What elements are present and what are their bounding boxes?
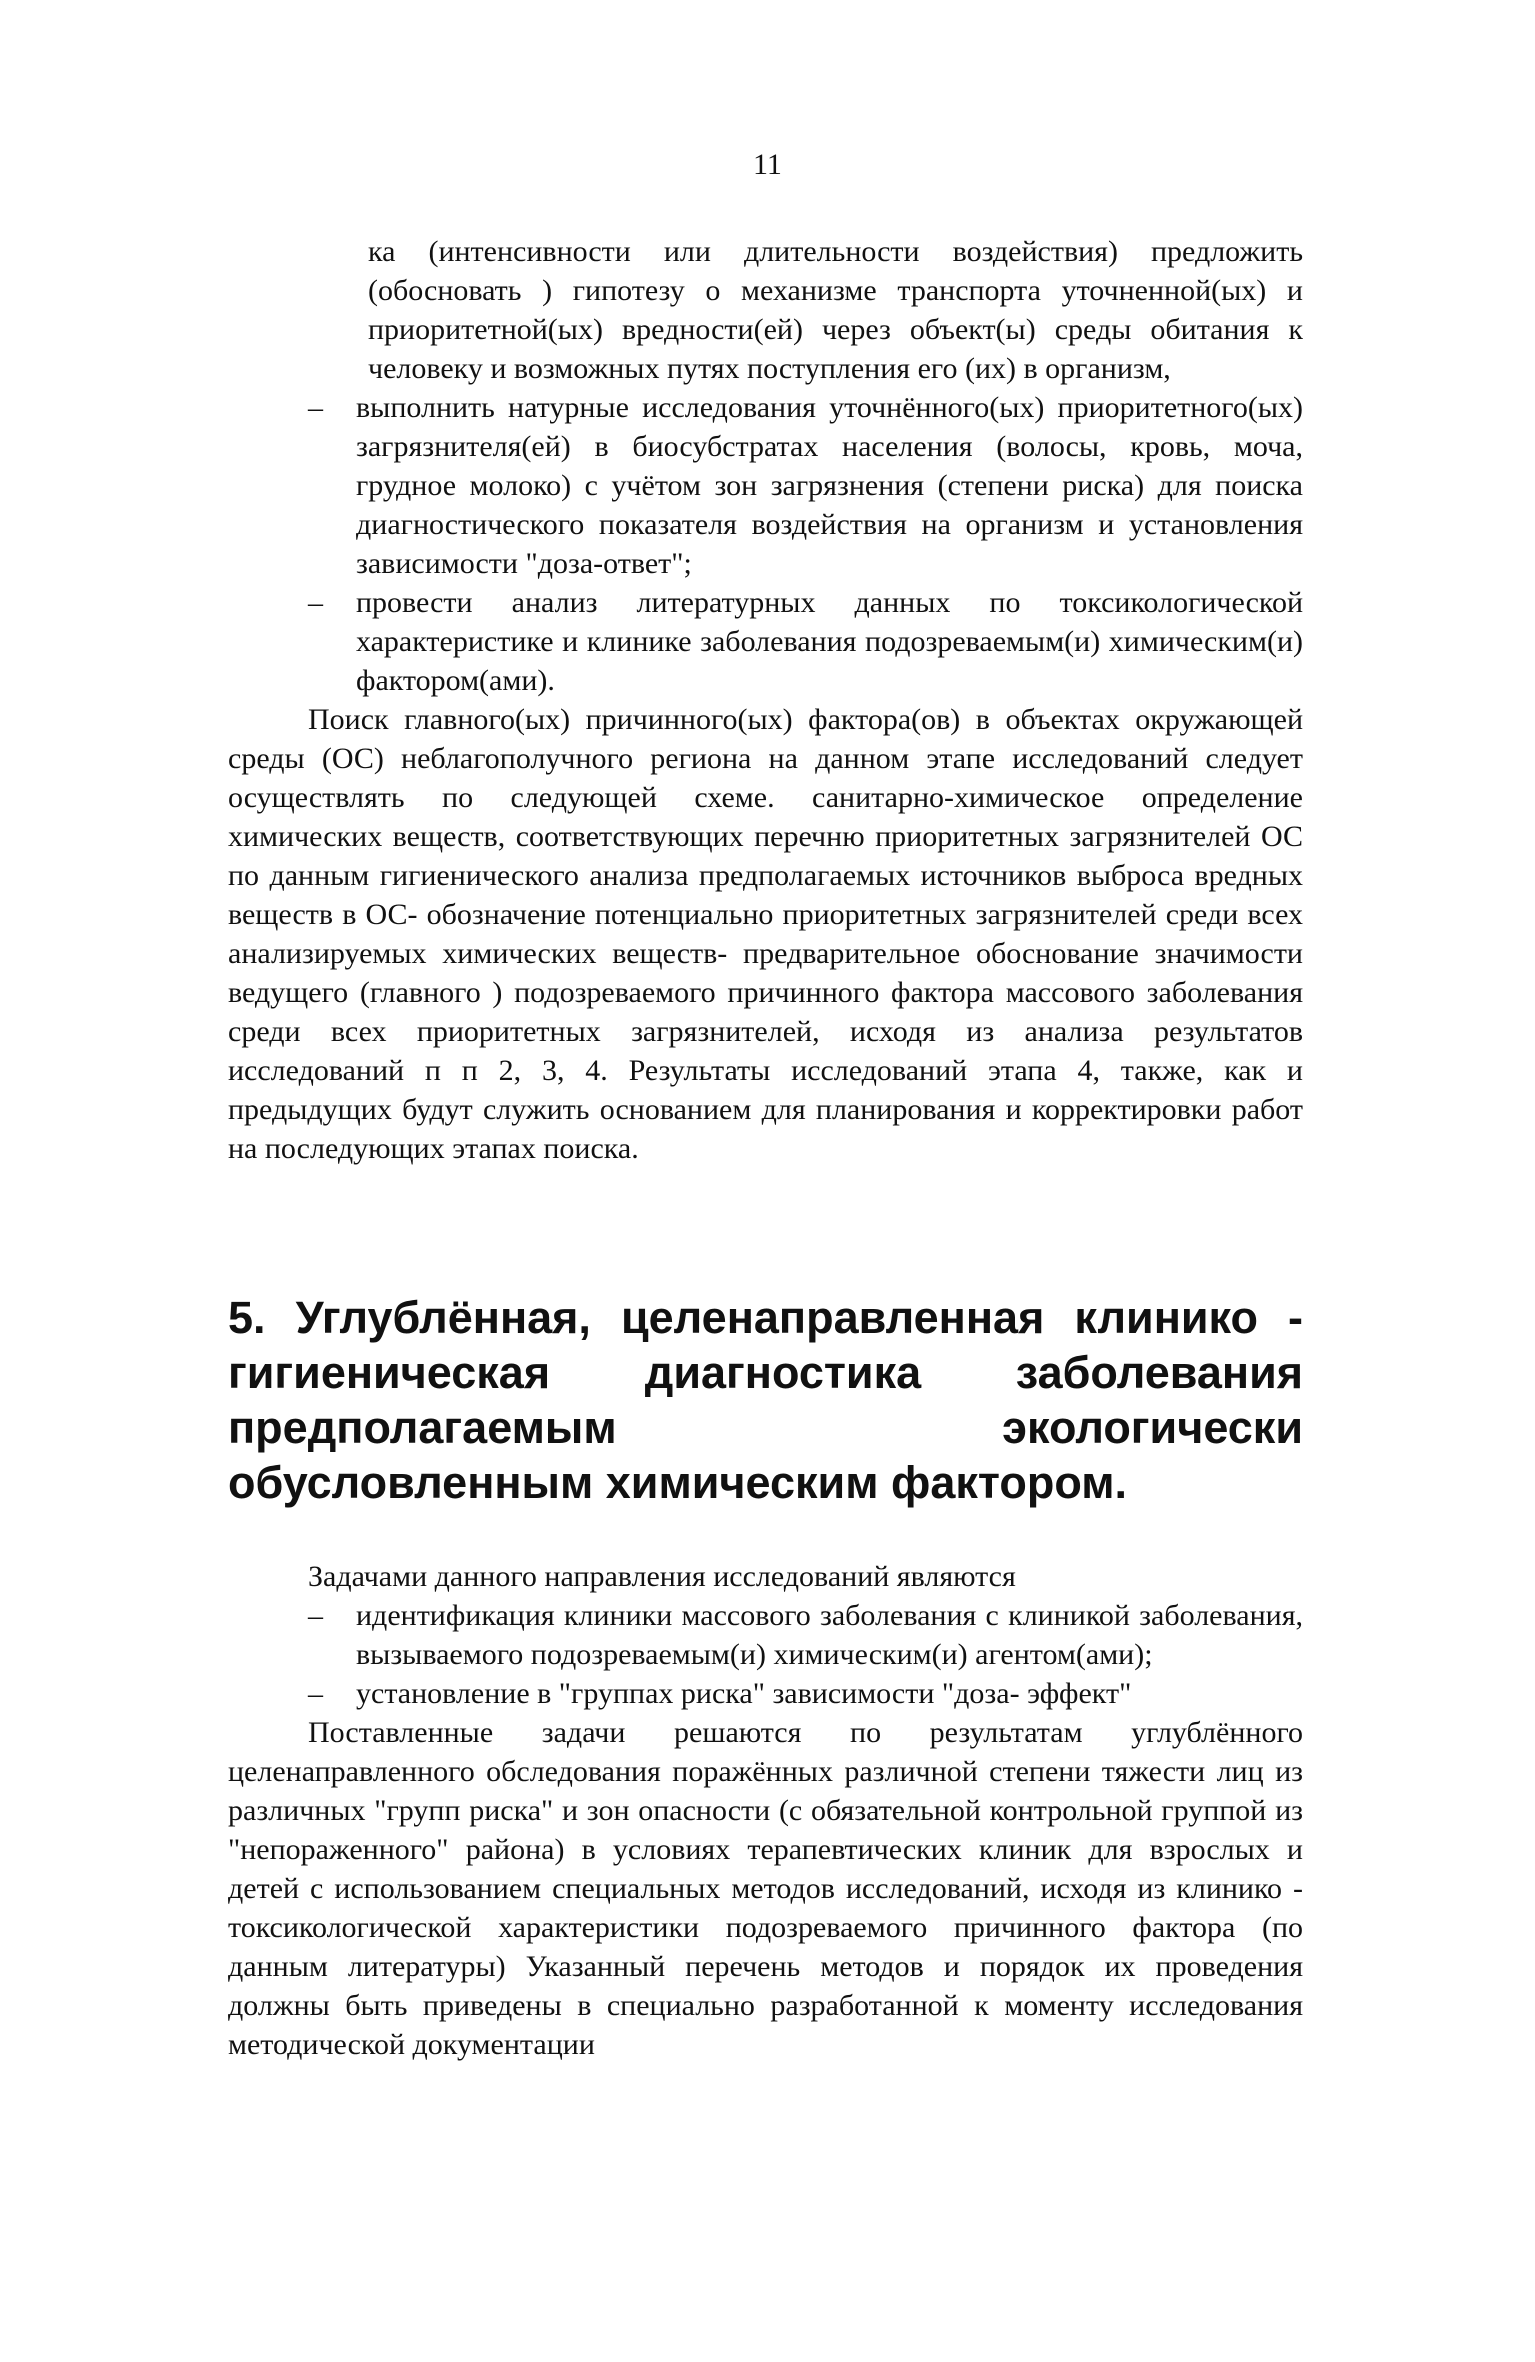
bullet-item-dose-effect: [228, 1674, 1303, 1713]
bullet-text: провести анализ литературных данных по токсикологической характеристике и клинике заболевания подозреваемым(и) химическим(и) фактором(ами).: [356, 586, 1303, 697]
dash-marker: –: [308, 1677, 323, 1710]
lower-text-block: [228, 1557, 1303, 2064]
section-heading: 5. Углублённая, целенаправленная клинико - гигиеническая диагностика заболевания предполагаемым экологически обусловленным химическим фактором.: [228, 1292, 1303, 1508]
upper-text-block: [228, 232, 1303, 1168]
bullet-item-identification: [228, 1596, 1303, 1674]
dash-marker: –: [308, 391, 323, 424]
bullet-text: выполнить натурные исследования уточнённого(ых) приоритетного(ых) загрязнителя(ей) в биосубстратах населения (волосы, кровь, моча, грудное молоко) с учётом зон загрязнения (степени риска) для поиска диагностического показателя воздействия на организм и установления зависимости "доза-ответ";: [356, 391, 1303, 580]
dash-marker: –: [308, 586, 323, 619]
paragraph-search-scheme: Поиск главного(ых) причинного(ых) фактора(ов) в объектах окружающей среды (ОС) неблагополучного региона на данном этапе исследований следует осуществлять по следующей схеме. санитарно-химическое определение химических веществ, соответствующих перечню приоритетных загрязнителей ОС по данным гигиенического анализа предполагаемых источников выброса вредных веществ в ОС- обозначение потенциально приоритетных загрязнителей среди всех анализируемых химических веществ- предварительное обоснование значимости ведущего (главного ) подозреваемого причинного фактора массового заболевания среди всех приоритетных загрязнителей, исходя из анализа результатов исследований п п 2, 3, 4. Результаты исследований этапа 4, также, как и предыдущих будут служить основанием для планирования и корректировки работ на последующих этапах поиска.: [228, 703, 1303, 1165]
bullet-item-field-study: [228, 388, 1303, 583]
continued-bullet-text: ка (интенсивности или длительности воздействия) предложить (обосновать ) гипотезу о механизме транспорта уточненной(ых) и приоритетной(ых) вредности(ей) через объект(ы) среды обитания к человеку и возможных путях поступления его (их) в организм,: [368, 235, 1303, 385]
bullet-text: установление в "группах риска" зависимости "доза- эффект": [356, 1677, 1132, 1710]
dash-marker: –: [308, 1599, 323, 1632]
paragraph-final: Поставленные задачи решаются по результатам углублённого целенаправленного обследования поражённых различной степени тяжести лиц из различных "групп риска" и зон опасности (с обязательной контрольной группой из "непораженного" района) в условиях терапевтических клиник для взрослых и детей с использованием специальных методов исследований, исходя из клинико - токсикологической характеристики подозреваемого причинного фактора (по данным литературы) Указанный перечень методов и порядок их проведения должны быть приведены в специально разработанной к моменту исследования методической документации: [228, 1716, 1303, 2061]
bullet-item-literature-analysis: [228, 583, 1303, 700]
page-number: 11: [753, 148, 782, 181]
tasks-intro: Задачами данного направления исследований являются: [308, 1560, 1016, 1593]
bullet-text: идентификация клиники массового заболевания с клиникой заболевания, вызываемого подозреваемым(и) химическим(и) агентом(ами);: [356, 1599, 1303, 1671]
